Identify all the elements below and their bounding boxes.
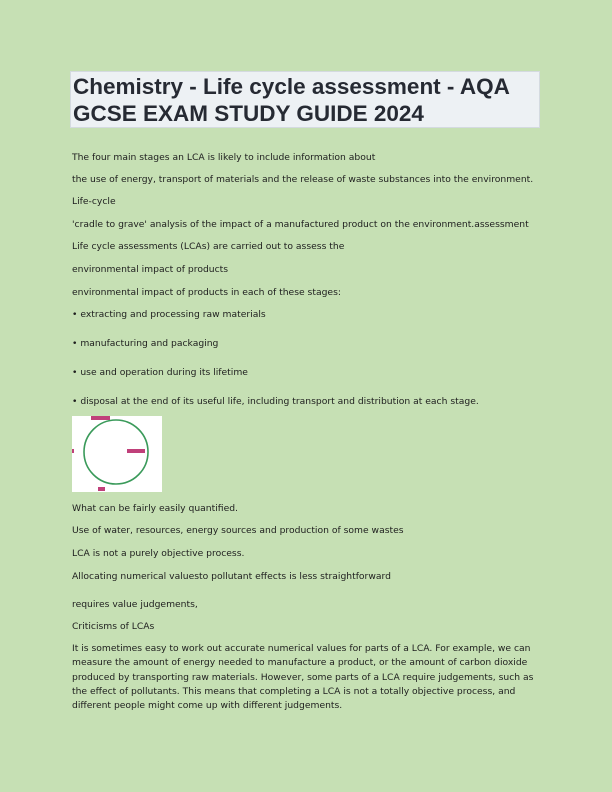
bullet-item: • disposal at the end of its useful life, including transport and distribution at each stage. — [72, 396, 479, 407]
criticisms-paragraph: It is sometimes easy to work out accurate numerical values for parts of a LCA. For example, we can measure the amount of energy needed to manufacture a product, or the amount of carbon dioxide produced by transporting raw materials. However, some parts of a LCA require judgements, such as the effect of pollutants. This means that completing a LCA is not a totally objective process, and different people might come up with different judgements. — [72, 643, 534, 712]
bullet-item: • use and operation during its lifetime — [72, 367, 248, 378]
bullet-item: • extracting and processing raw materials — [72, 309, 266, 320]
paragraph: LCA is not a purely objective process. — [72, 548, 245, 559]
stage-label-bottom — [98, 487, 105, 491]
paragraph: The four main stages an LCA is likely to include information about — [72, 152, 376, 163]
document-title — [70, 71, 540, 128]
bullet-item: • manufacturing and packaging — [72, 338, 219, 349]
life-cycle-diagram — [72, 416, 162, 492]
paragraph: Life-cycle — [72, 196, 116, 207]
paragraph: environmental impact of products — [72, 264, 229, 275]
paragraph: requires value judgements, — [72, 599, 198, 610]
paragraph: Allocating numerical valuesto pollutant effects is less straightforward — [72, 571, 391, 582]
paragraph: the use of energy, transport of materials and the release of waste substances into the environment. — [72, 174, 534, 185]
stage-label-left — [72, 449, 74, 453]
paragraph: 'cradle to grave' analysis of the impact of a manufactured product on the environment.assessment — [72, 219, 529, 230]
paragraph: What can be fairly easily quantified. — [72, 503, 238, 514]
stage-label-top — [91, 416, 110, 420]
title-line-1: Chemistry - Life cycle assessment - AQA — [73, 74, 510, 99]
cycle-diagram-svg — [72, 416, 162, 492]
title-line-2: GCSE EXAM STUDY GUIDE 2024 — [73, 101, 424, 126]
paragraph: environmental impact of products in each of these stages: — [72, 287, 341, 298]
section-heading: Criticisms of LCAs — [72, 621, 155, 632]
paragraph: Use of water, resources, energy sources and production of some wastes — [72, 525, 404, 536]
stage-label-right — [127, 449, 145, 453]
paragraph: Life cycle assessments (LCAs) are carried out to assess the — [72, 241, 345, 252]
